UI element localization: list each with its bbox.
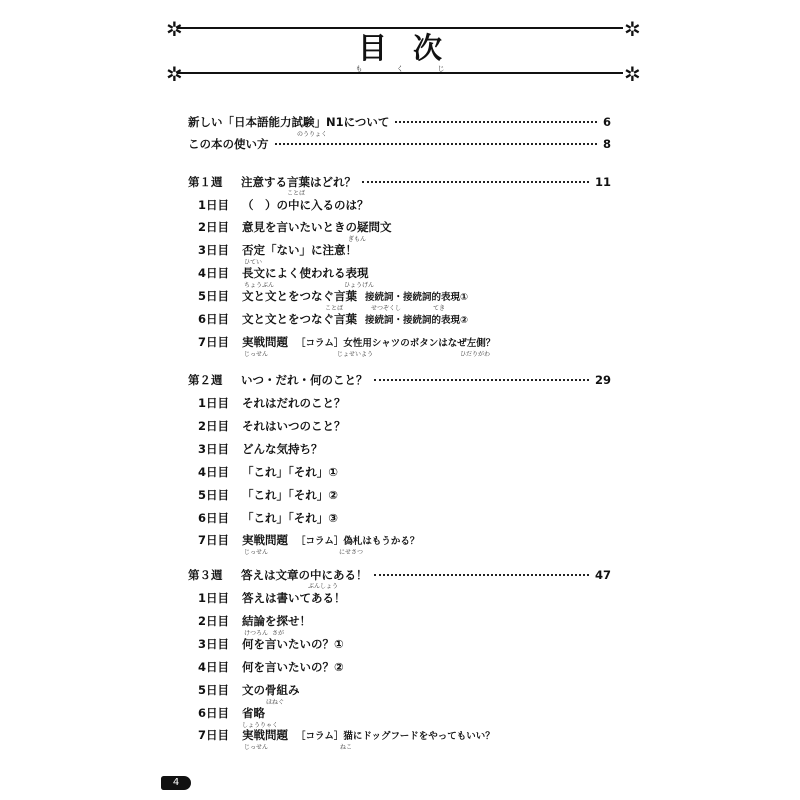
furigana: じっせん (244, 351, 269, 358)
week-page: 11 (594, 175, 611, 189)
day-text: 実戦問題 (242, 335, 288, 349)
day-entry[interactable] (198, 511, 338, 525)
day-label: 5日目 (198, 289, 230, 303)
leader-dots (362, 181, 589, 183)
day-text: 文と文とをつなぐ言葉 (242, 312, 357, 326)
day-text: 実戦問題 (242, 728, 288, 742)
day-note: 接続詞・接続詞的表現② (365, 315, 469, 326)
toc-item-label: この本の使い方 (188, 137, 269, 151)
leader-dots (395, 121, 597, 123)
day-label: 2日目 (198, 220, 230, 234)
day-label: 5日目 (198, 683, 230, 697)
furigana: ちょうぶん (244, 282, 275, 289)
leader-dots (275, 143, 597, 145)
furigana: てき (433, 305, 446, 312)
furigana: ぶんしょう (308, 583, 339, 590)
day-entry[interactable] (198, 266, 369, 280)
furigana: ひだりがわ (460, 351, 491, 358)
day-note: ［コラム］偽札はもうかる？ (296, 536, 420, 547)
toc-item[interactable] (188, 115, 611, 129)
furigana: ことば (325, 305, 344, 312)
day-label: 7日目 (198, 335, 230, 349)
furigana: のうりょく (297, 131, 328, 138)
star-icon: ✲ (166, 62, 183, 86)
day-text: 「これ」「それ」② (242, 488, 338, 502)
week-heading[interactable] (188, 175, 611, 189)
day-text: 省略 (242, 706, 265, 720)
day-entry[interactable] (198, 591, 346, 605)
week-heading[interactable] (188, 568, 611, 582)
day-text: 実戦問題 (242, 533, 288, 547)
day-entry[interactable] (198, 660, 344, 674)
day-entry[interactable] (198, 533, 419, 549)
day-entry[interactable] (198, 488, 338, 502)
toc-item-page: 6 (602, 115, 611, 129)
day-text: それはいつのこと？ (242, 419, 346, 433)
day-text: 何を言いたいの？② (242, 660, 344, 674)
week-title: いつ・だれ・何のこと？ (241, 373, 368, 387)
day-entry[interactable] (198, 465, 338, 479)
week-label: 第２週 (188, 373, 223, 387)
header-rule-top (177, 27, 623, 29)
furigana: せつぞくし (371, 305, 402, 312)
day-text: 文の骨組み (242, 683, 300, 697)
day-text: 何を言いたいの？① (242, 637, 344, 651)
day-text: 答えは書いてある！ (242, 591, 346, 605)
day-text: それはだれのこと？ (242, 396, 346, 410)
furigana: けつろん (244, 630, 269, 637)
furigana: さが (272, 630, 285, 637)
week-label: 第１週 (188, 175, 223, 189)
week-title: 注意する言葉はどれ？ (241, 175, 356, 189)
toc-item[interactable] (188, 137, 611, 151)
day-entry[interactable] (198, 198, 369, 212)
day-label: 4日目 (198, 465, 230, 479)
day-note: 接続詞・接続詞的表現① (365, 292, 469, 303)
star-icon: ✲ (624, 62, 641, 86)
week-page: 47 (594, 568, 611, 582)
furigana: ほねぐ (266, 699, 285, 706)
day-label: 2日目 (198, 614, 230, 628)
furigana: ぎもん (348, 236, 367, 243)
day-label: 3日目 (198, 442, 230, 456)
day-label: 2日目 (198, 419, 230, 433)
day-entry[interactable] (198, 683, 300, 697)
day-text: 意見を言いたいときの疑問文 (242, 220, 392, 234)
star-icon: ✲ (166, 17, 183, 41)
day-label: 3日目 (198, 637, 230, 651)
day-text: 否定「ない」に注意！ (242, 243, 357, 257)
day-entry[interactable] (198, 220, 392, 234)
day-text: 長文によく使われる表現 (242, 266, 369, 280)
day-text: 文と文とをつなぐ言葉 (242, 289, 357, 303)
furigana: ひょうげん (344, 282, 375, 289)
day-entry[interactable] (198, 706, 265, 720)
leader-dots (374, 574, 589, 576)
day-label: 4日目 (198, 660, 230, 674)
week-page: 29 (594, 373, 611, 387)
day-label: 3日目 (198, 243, 230, 257)
page-number-tab: 4 (161, 776, 191, 790)
furigana: ことば (287, 190, 306, 197)
day-entry[interactable] (198, 419, 346, 433)
day-label: 7日目 (198, 533, 230, 547)
day-label: 1日目 (198, 198, 230, 212)
day-text: （ ）の中に入るのは？ (242, 198, 369, 212)
star-icon: ✲ (624, 17, 641, 41)
day-text: 結論を探せ！ (242, 614, 311, 628)
furigana: ひてい (244, 259, 263, 266)
day-label: 1日目 (198, 396, 230, 410)
week-title: 答えは文章の中にある！ (241, 568, 368, 582)
furigana: しょうりゃく (242, 722, 279, 729)
week-label: 第３週 (188, 568, 223, 582)
day-note: ［コラム］女性用シャツのボタンはなぜ左側？ (296, 338, 496, 349)
day-entry[interactable] (198, 442, 323, 456)
day-label: 6日目 (198, 511, 230, 525)
day-entry[interactable] (198, 312, 468, 328)
day-label: 7日目 (198, 728, 230, 742)
day-text: どんな気持ち？ (242, 442, 323, 456)
furigana: じっせん (244, 549, 269, 556)
page-title: 目次 (357, 31, 468, 65)
furigana: にせさつ (339, 549, 364, 556)
toc-item-page: 8 (602, 137, 611, 151)
week-heading[interactable] (188, 373, 611, 387)
furigana: じょせいよう (337, 351, 374, 358)
day-entry[interactable] (198, 396, 346, 410)
day-entry[interactable] (198, 637, 344, 651)
day-entry[interactable] (198, 243, 357, 257)
toc-item-label: 新しい「日本語能力試験」N1について (188, 115, 390, 129)
day-label: 1日目 (198, 591, 230, 605)
furigana: ねこ (340, 744, 353, 751)
day-text: 「これ」「それ」① (242, 465, 338, 479)
day-label: 4日目 (198, 266, 230, 280)
day-entry[interactable] (198, 614, 311, 628)
day-note: ［コラム］猫にドッグフードをやってもいい？ (296, 731, 495, 742)
day-label: 6日目 (198, 706, 230, 720)
day-label: 5日目 (198, 488, 230, 502)
furigana: じっせん (244, 744, 269, 751)
day-text: 「これ」「それ」③ (242, 511, 338, 525)
leader-dots (374, 379, 589, 381)
page-title-ruby: もくじ (355, 65, 479, 73)
day-label: 6日目 (198, 312, 230, 326)
